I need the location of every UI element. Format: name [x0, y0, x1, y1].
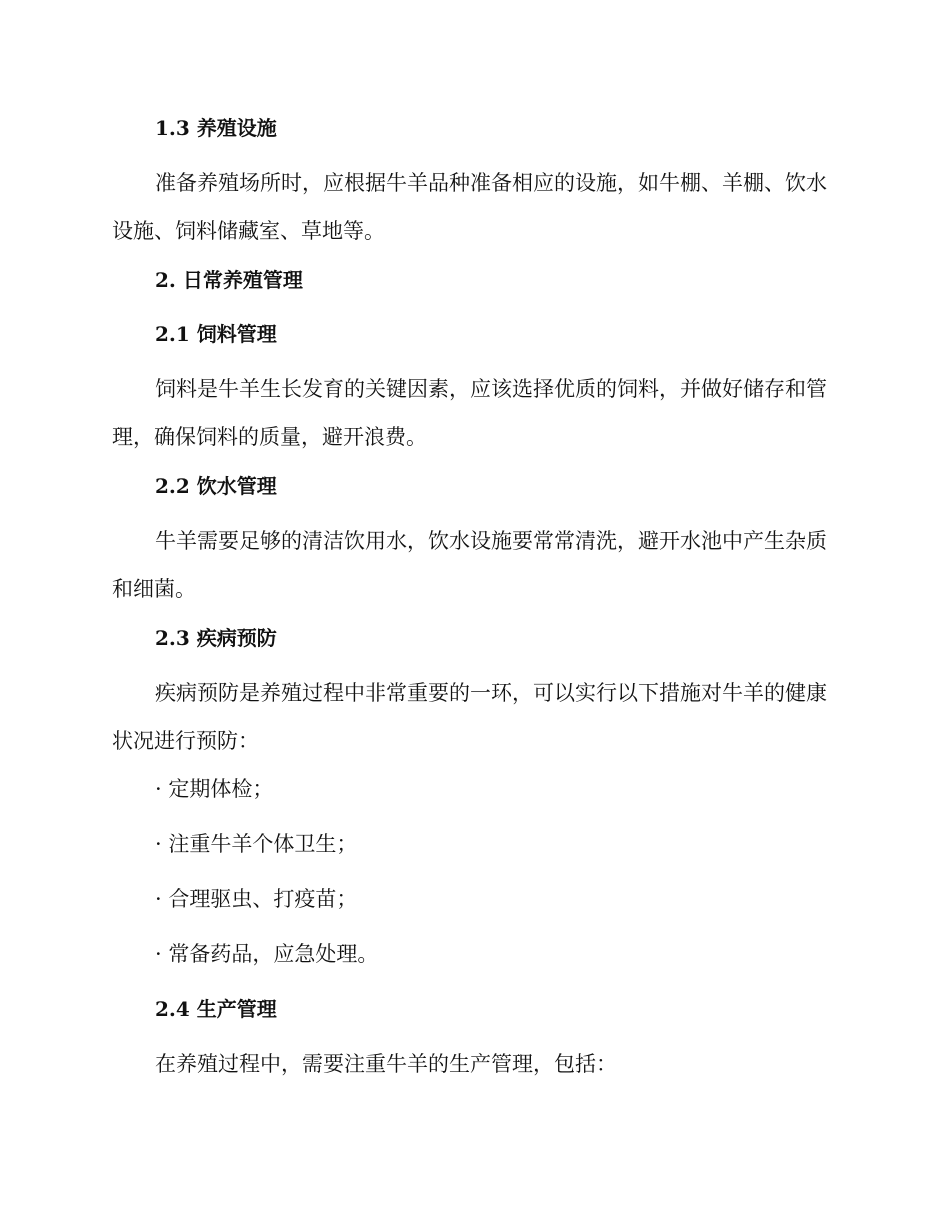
heading-2: 2. 日常养殖管理: [155, 268, 303, 292]
heading-2-3: 2.3 疾病预防: [155, 626, 277, 650]
bullet-item: · 常备药品，应急处理。: [155, 942, 379, 966]
heading-1-3: 1.3 养殖设施: [155, 116, 277, 140]
bullet-item: · 定期体检；: [155, 777, 274, 801]
paragraph-1-3: 准备养殖场所时，应根据牛羊品种准备相应的设施，如牛棚、羊棚、饮水设施、饲料储藏室、草地等。: [112, 171, 827, 243]
bullet-item: · 注重牛羊个体卫生；: [155, 832, 358, 856]
heading-2-2: 2.2 饮水管理: [155, 474, 277, 498]
bullet-item: · 合理驱虫、打疫苗；: [155, 887, 358, 911]
heading-2-1: 2.1 饲料管理: [155, 322, 277, 346]
heading-2-4: 2.4 生产管理: [155, 997, 277, 1021]
paragraph-2-3: 疾病预防是养殖过程中非常重要的一环，可以实行以下措施对牛羊的健康状况进行预防：: [112, 681, 827, 753]
paragraph-2-4: 在养殖过程中，需要注重牛羊的生产管理，包括：: [155, 1052, 617, 1076]
paragraph-2-2: 牛羊需要足够的清洁饮用水，饮水设施要常常清洗，避开水池中产生杂质和细菌。: [112, 529, 827, 601]
paragraph-2-1: 饲料是牛羊生长发育的关键因素，应该选择优质的饲料，并做好储存和管理，确保饲料的质量，避开浪费。: [112, 377, 827, 449]
